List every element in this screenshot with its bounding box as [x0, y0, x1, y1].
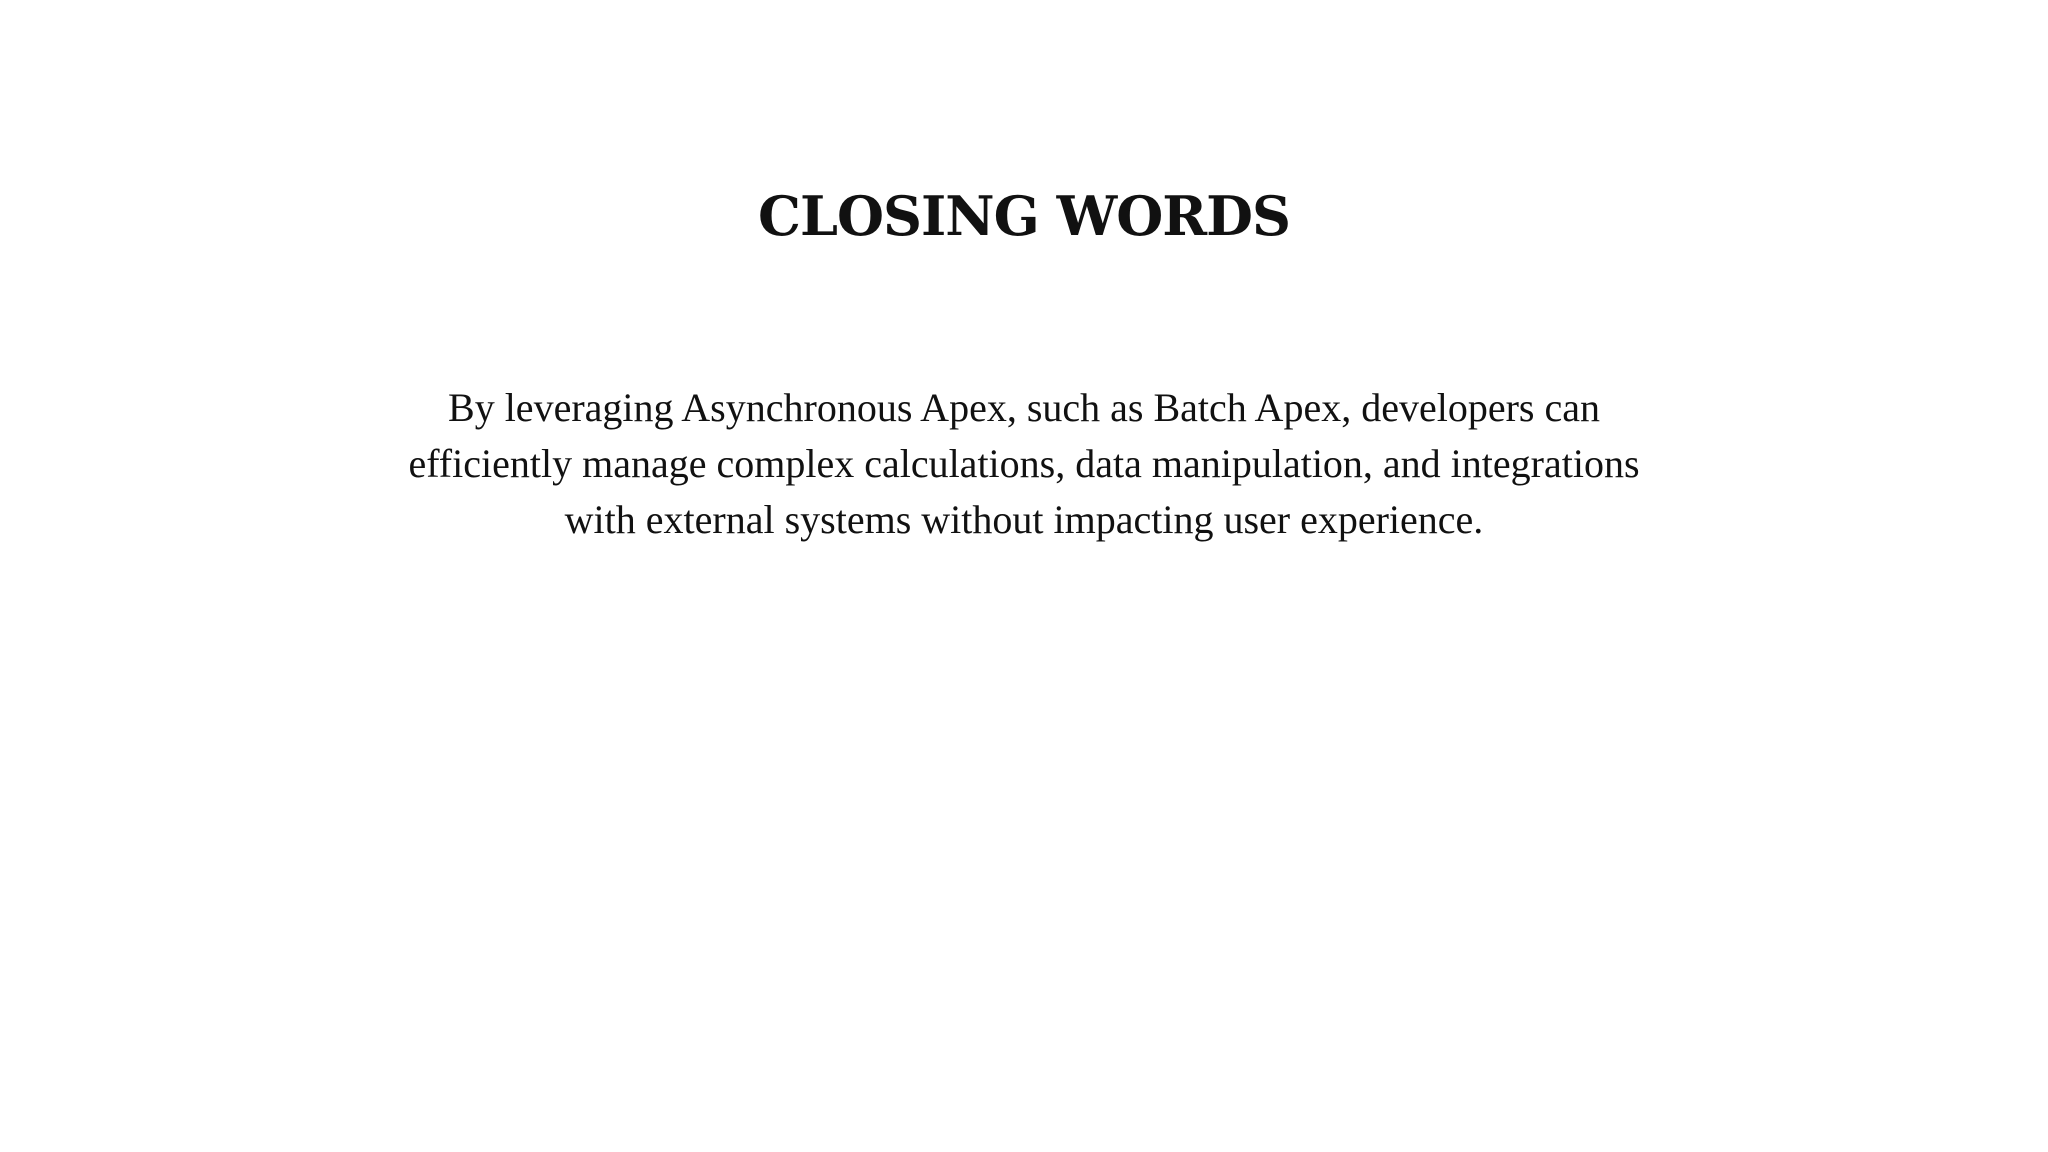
slide-title: CLOSING WORDS	[758, 184, 1290, 248]
slide-body-text: By leveraging Asynchronous Apex, such as Batch Apex, developers can efficiently manage complex calculations, data manipulation, and integrations with external systems without impacting user experience.	[408, 385, 1640, 542]
